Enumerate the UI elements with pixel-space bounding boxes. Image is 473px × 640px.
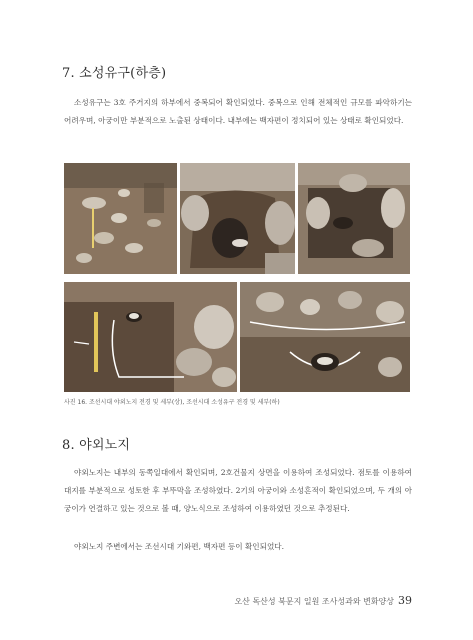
photo-top-left <box>64 163 177 274</box>
page-footer <box>234 594 412 607</box>
page-number: 39 <box>398 594 412 607</box>
figure-caption: 사진 16. 조선시대 야외노지 전경 및 세부(상), 조선시대 소성유구 전경 및 세부(하) <box>64 399 280 406</box>
photo-bottom-left <box>64 282 237 392</box>
section-8-paragraph-2: 야외노지 주변에서는 조선시대 기와편, 백자편 등이 확인되었다. <box>74 542 285 551</box>
section-8-paragraph-1: 야외노지는 내부의 동쪽일대에서 확인되며, 2호건물지 상면을 이용하여 조성되었다. 점토를 이용하여 대지를 부분적으로 성토한 후 부뚜막을 조성하였다. 2기의 아궁이와 소성흔적이 확인되었으며, 두 개의 아궁이가 연결하고 있는 것으로 볼 때, 양노식으로 조성하여 이용하였던 것으로 추정된다. <box>64 468 412 513</box>
section-7-paragraph: 소성유구는 3호 주거지의 하부에서 중복되어 확인되었다. 중복으로 인해 전체적인 규모를 파악하기는 어려우며, 아궁이만 부분적으로 노출된 상태이다. 내부에는 백자편이 정치되어 있는 상태로 확인되었다. <box>64 98 412 125</box>
photo-top-right <box>298 163 410 274</box>
section-8-heading: 8. 야외노지 <box>62 438 131 453</box>
photo-bottom-right <box>240 282 410 392</box>
section-7-heading: 7. 소성유구(하층) <box>62 66 167 81</box>
photo-top-middle <box>180 163 295 274</box>
footer-title: 오산 독산성 북문지 일원 조사성과와 변화양상 <box>234 597 394 606</box>
